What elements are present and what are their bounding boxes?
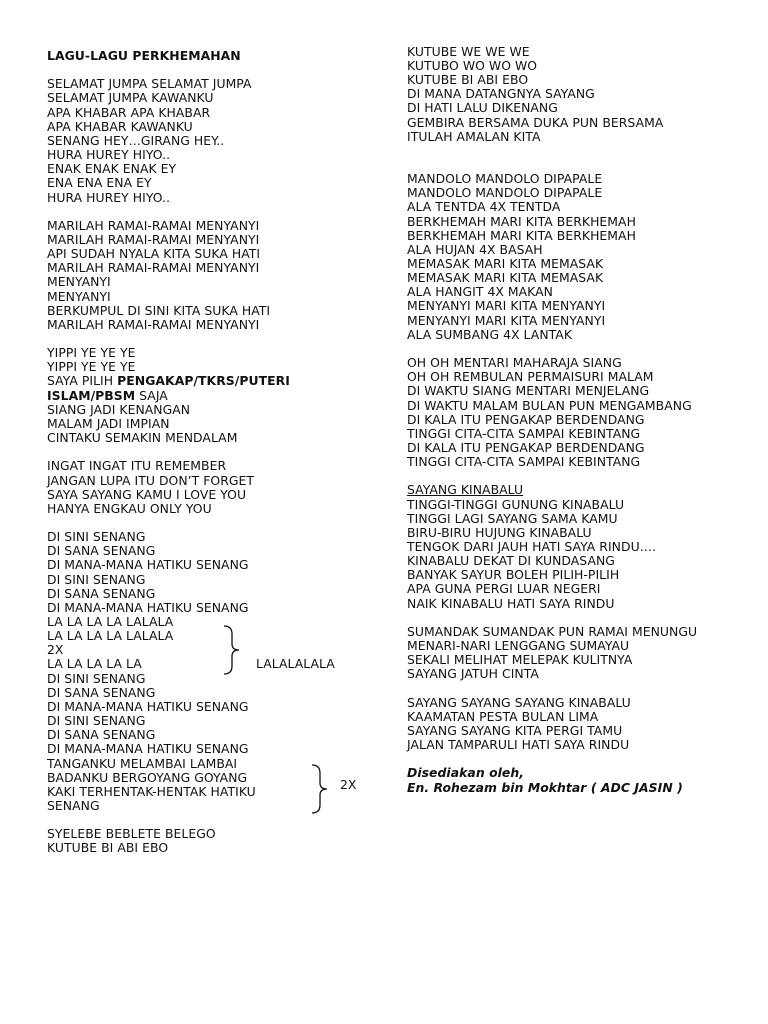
lyric-line: SAYANG SAYANG KITA PERGI TAMU <box>407 722 623 738</box>
lyric-line: SEKALI MELIHAT MELEPAK KULITNYA <box>407 652 633 668</box>
lyric-line: HURA HUREY HIYO.. <box>47 189 171 205</box>
lyric-line: NAIK KINABALU HATI SAYA RINDU <box>407 595 615 611</box>
lyric-line: ALA HANGIT 4X MAKAN <box>407 284 553 300</box>
credit-line: En. Rohezam bin Mokhtar ( ADC JASIN ) <box>407 779 683 795</box>
lyric-line: MARILAH RAMAI-RAMAI MENYANYI <box>47 316 260 332</box>
lyric-line: JALAN TAMPARULI HATI SAYA RINDU <box>407 737 630 753</box>
lyric-line: BERKUMPUL DI SINI KITA SUKA HATI <box>47 302 271 318</box>
lyric-line: APA KHABAR APA KHABAR <box>47 104 211 120</box>
lyric-line <box>47 374 290 388</box>
lyric-line: 2X <box>47 642 64 658</box>
lyric-line: MARILAH RAMAI-RAMAI MENYANYI <box>47 231 260 247</box>
lyric-line: MENYANYI MARI KITA MENYANYI <box>407 298 606 314</box>
lyric-line: MENYANYI <box>47 274 111 290</box>
lyric-line: MENARI-NARI LENGGANG SUMAYAU <box>407 638 630 654</box>
lyric-line: KINABALU DEKAT DI KUNDASANG <box>407 553 615 569</box>
lyric-line: KAKI TERHENTAK-HENTAK HATIKU <box>47 783 256 799</box>
lyric-line: BERKHEMAH MARI KITA BERKHEMAH <box>407 227 636 243</box>
lyric-line: API SUDAH NYALA KITA SUKA HATI <box>47 246 261 262</box>
lyric-line: JANGAN LUPA ITU DON’T FORGET <box>47 472 255 488</box>
section-heading: SAYANG KINABALU <box>407 482 524 498</box>
lyric-line: MARILAH RAMAI-RAMAI MENYANYI <box>47 217 260 233</box>
lyric-line: GEMBIRA BERSAMA DUKA PUN BERSAMA <box>407 114 664 130</box>
lyric-line: DI HATI LALU DIKENANG <box>407 100 558 116</box>
right-brace-icon <box>310 764 330 814</box>
lyric-line: DI WAKTU MALAM BULAN PUN MENGAMBANG <box>407 397 692 413</box>
lyric-line: OH OH MENTARI MAHARAJA SIANG <box>407 355 622 371</box>
lyric-line: TINGGI CITA-CITA SAMPAI KEBINTANG <box>407 425 641 441</box>
lyric-line: KUTUBE WE WE WE <box>407 43 530 59</box>
lyric-text: SAYA PILIH <box>47 373 118 389</box>
lyric-line: DI MANA-MANA HATIKU SENANG <box>47 557 249 573</box>
lyric-line: ALA TENTDA 4X TENTDA <box>407 199 561 215</box>
lyric-line: APA KHABAR KAWANKU <box>47 118 193 134</box>
lyric-line: DI SINI SENANG <box>47 571 146 587</box>
lyric-line: ENAK ENAK ENAK EY <box>47 161 177 177</box>
lyric-text: SAJA <box>135 387 168 403</box>
right-brace-icon <box>222 625 242 675</box>
lyric-line: YIPPI YE YE YE <box>47 359 136 375</box>
lyric-line: SAYANG JATUH CINTA <box>407 666 539 682</box>
lyric-line <box>47 389 168 403</box>
lyric-line: ITULAH AMALAN KITA <box>407 128 541 144</box>
lyric-line: MANDOLO MANDOLO DIPAPALE <box>407 185 603 201</box>
lyric-line: SENANG <box>47 797 100 813</box>
lyric-line: SELAMAT JUMPA KAWANKU <box>47 90 214 106</box>
lyric-line: SUMANDAK SUMANDAK PUN RAMAI MENUNGU <box>407 623 698 639</box>
lyric-line: BADANKU BERGOYANG GOYANG <box>47 769 248 785</box>
lyric-line: MENYANYI MARI KITA MENYANYI <box>407 312 606 328</box>
lyric-line: LA LA LA LA LA <box>47 656 142 672</box>
lyric-line: DI SANA SENANG <box>47 585 156 601</box>
lyric-line: DI SINI SENANG <box>47 670 146 686</box>
lyric-line: SELAMAT JUMPA SELAMAT JUMPA <box>47 76 252 92</box>
lyric-line: MANDOLO MANDOLO DIPAPALE <box>407 171 603 187</box>
lyric-line: LA LA LA LA LALALA <box>47 628 174 644</box>
lyric-line: MEMASAK MARI KITA MEMASAK <box>407 256 604 271</box>
lyric-line: DI SINI SENANG <box>47 529 146 545</box>
lyric-line: KUTUBO WO WO WO <box>407 57 538 73</box>
lyric-line: YIPPI YE YE YE <box>47 345 136 361</box>
credit-line: Disediakan oleh, <box>407 765 525 781</box>
lyric-line: DI MANA-MANA HATIKU SENANG <box>47 599 249 615</box>
lyric-line: ALA SUMBANG 4X LANTAK <box>407 326 572 342</box>
lyric-line: MARILAH RAMAI-RAMAI MENYANYI <box>47 260 260 276</box>
lyric-line: KUTUBE BI ABI EBO <box>47 840 169 856</box>
lyric-line: DI MANA-MANA HATIKU SENANG <box>47 741 249 757</box>
brace-label: LALALALALA <box>256 656 335 672</box>
lyric-line: TINGGI CITA-CITA SAMPAI KEBINTANG <box>407 454 641 470</box>
lyric-line: TANGANKU MELAMBAI LAMBAI <box>47 755 238 771</box>
lyric-line: APA GUNA PERGI LUAR NEGERI <box>407 581 601 597</box>
lyric-line: DI SANA SENANG <box>47 684 156 700</box>
lyric-line: HANYA ENGKAU ONLY YOU <box>47 500 212 516</box>
lyric-line: CINTAKU SEMAKIN MENDALAM <box>47 430 238 446</box>
lyric-line: DI KALA ITU PENGAKAP BERDENDANG <box>407 439 645 455</box>
lyric-line: BIRU-BIRU HUJUNG KINABALU <box>407 524 592 540</box>
lyric-line: ENA ENA ENA EY <box>47 175 152 191</box>
lyric-line: DI WAKTU SIANG MENTARI MENJELANG <box>407 383 650 399</box>
page-title: LAGU-LAGU PERKHEMAHAN <box>47 48 241 63</box>
lyric-line: SAYA SAYANG KAMU I LOVE YOU <box>47 486 247 502</box>
highlight-units: ISLAM/PBSM <box>47 387 136 403</box>
brace-label: 2X <box>340 776 357 792</box>
lyric-line: INGAT INGAT ITU REMEMBER <box>47 458 227 474</box>
lyric-line: MALAM JADI IMPIAN <box>47 415 170 431</box>
lyric-line: HURA HUREY HIYO.. <box>47 147 171 163</box>
lyric-line: SENANG HEY…GIRANG HEY.. <box>47 132 225 148</box>
lyric-line: SYELEBE BEBLETE BELEGO <box>47 826 216 842</box>
lyric-line: DI MANA-MANA HATIKU SENANG <box>47 698 249 714</box>
lyric-line: SAYANG SAYANG SAYANG KINABALU <box>407 694 631 710</box>
lyric-line: TINGGI LAGI SAYANG SAMA KAMU <box>407 510 618 526</box>
lyric-line: OH OH REMBULAN PERMAISURI MALAM <box>407 369 654 385</box>
lyric-line: LA LA LA LA LALALA <box>47 614 174 629</box>
lyric-line: ALA HUJAN 4X BASAH <box>407 241 543 257</box>
lyric-line: BERKHEMAH MARI KITA BERKHEMAH <box>407 213 636 229</box>
lyric-line: DI SANA SENANG <box>47 543 156 559</box>
lyric-line: SIANG JADI KENANGAN <box>47 401 191 417</box>
lyric-line: MEMASAK MARI KITA MEMASAK <box>407 270 604 286</box>
lyric-line: TENGOK DARI JAUH HATI SAYA RINDU…. <box>407 539 657 554</box>
lyric-line: DI MANA DATANGNYA SAYANG <box>407 86 595 102</box>
lyric-line: KUTUBE BI ABI EBO <box>407 72 529 88</box>
lyric-line: MENYANYI <box>47 288 111 304</box>
lyric-line: BANYAK SAYUR BOLEH PILIH-PILIH <box>407 567 620 583</box>
lyric-line: KAAMATAN PESTA BULAN LIMA <box>407 708 599 724</box>
highlight-units: PENGAKAP/TKRS/PUTERI <box>117 373 290 389</box>
lyric-line: DI SANA SENANG <box>47 727 156 743</box>
lyric-line: TINGGI-TINGGI GUNUNG KINABALU <box>407 496 625 512</box>
lyric-line: DI SINI SENANG <box>47 713 146 729</box>
lyric-line: DI KALA ITU PENGAKAP BERDENDANG <box>407 411 645 427</box>
